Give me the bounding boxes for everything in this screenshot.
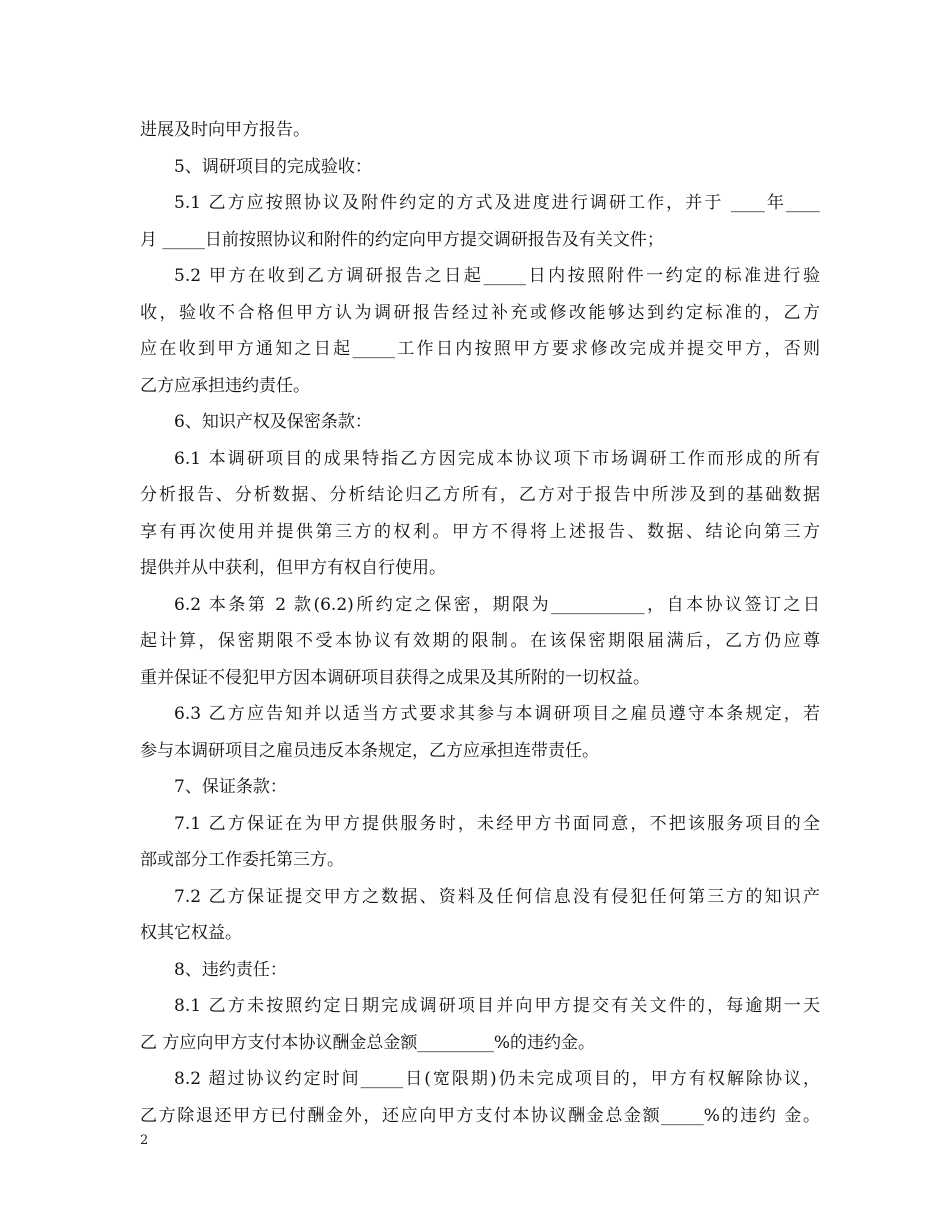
text-line: 6、知识产权及保密条款： bbox=[174, 412, 372, 432]
text-line: 5.2 甲方在收到乙方调研报告之日起_____日内按照附件一约定的标准进行验 bbox=[174, 266, 820, 286]
text-line: 参与本调研项目之雇员违反本条规定，乙方应承担连带责任。 bbox=[140, 740, 599, 761]
text-line: 乙方除退还甲方已付酬金外，还应向甲方支付本协议酬金总金额_____%的违约 金。 bbox=[140, 1105, 820, 1126]
text-line: 应在收到甲方通知之日起_____工作日内按照甲方要求修改完成并提交甲方，否则 bbox=[140, 339, 820, 359]
text-line: 乙方应承担违约责任。 bbox=[140, 375, 310, 396]
text-line: 5.1 乙方应按照协议及附件约定的方式及进度进行调研工作，并于 ____年____ bbox=[174, 193, 820, 213]
text-line: 享有再次使用并提供第三方的权利。甲方不得将上述报告、数据、结论向第三方 bbox=[140, 521, 820, 542]
text-line: 7、保证条款： bbox=[174, 777, 287, 797]
text-line: 7.2 乙方保证提交甲方之数据、资料及任何信息没有侵犯任何第三方的知识产 bbox=[174, 886, 820, 907]
text-line: 5、调研项目的完成验收： bbox=[174, 156, 372, 177]
text-line: 乙 方应向甲方支付本协议酬金总金额_________%的违约金。 bbox=[140, 1032, 596, 1053]
text-line: 进展及时向甲方报告。 bbox=[140, 120, 310, 140]
text-line: 收，验收不合格但甲方认为调研报告经过补充或修改能够达到约定标准的，乙方 bbox=[140, 302, 820, 323]
text-line: 起计算，保密期限不受本协议有效期的限制。在该保密期限届满后，乙方仍应尊 bbox=[140, 631, 820, 651]
text-line: 8.1 乙方未按照约定日期完成调研项目并向甲方提交有关文件的，每逾期一天 bbox=[174, 996, 820, 1016]
text-line: 8.2 超过协议约定时间_____日(宽限期)仍未完成项目的，甲方有权解除协议， bbox=[174, 1069, 820, 1089]
text-line: 分析报告、分析数据、分析结论归乙方所有，乙方对于报告中所涉及到的基础数据 bbox=[140, 485, 820, 505]
text-line: 部或部分工作委托第三方。 bbox=[140, 850, 344, 870]
page-number: 2 bbox=[140, 1133, 149, 1148]
text-line: 月 _____日前按照协议和附件的约定向甲方提交调研报告及有关文件； bbox=[140, 229, 664, 250]
text-line: 重并保证不侵犯甲方因本调研项目获得之成果及其所附的一切权益。 bbox=[140, 667, 650, 688]
text-line: 7.1 乙方保证在为甲方提供服务时，未经甲方书面同意，不把该服务项目的全 bbox=[174, 813, 820, 834]
text-line: 6.1 本调研项目的成果特指乙方因完成本协议项下市场调研工作而形成的所有 bbox=[174, 448, 820, 469]
text-line: 8、违约责任： bbox=[174, 959, 287, 980]
document-body bbox=[140, 112, 820, 1134]
text-line: 6.2 本条第 2 款(6.2)所约定之保密，期限为___________，自本协议签订之日 bbox=[174, 594, 820, 615]
text-line: 6.3 乙方应告知并以适当方式要求其参与本调研项目之雇员遵守本条规定，若 bbox=[174, 704, 820, 724]
text-line: 提供并从中获利，但甲方有权自行使用。 bbox=[140, 558, 446, 578]
text-line: 权其它权益。 bbox=[140, 923, 242, 943]
